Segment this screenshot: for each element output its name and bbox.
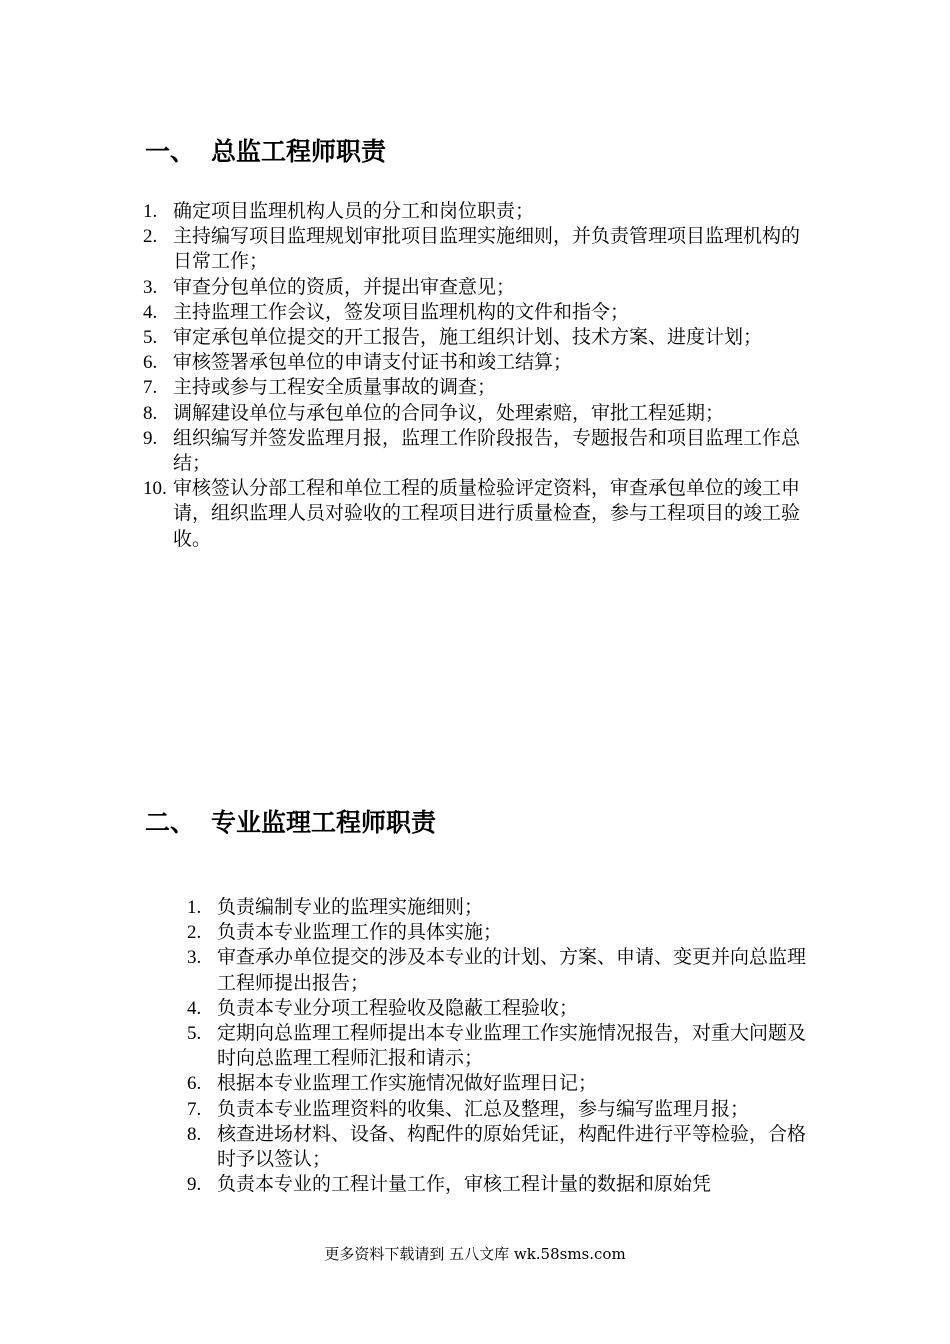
section-2-title: 专业监理工程师职责 bbox=[211, 808, 437, 837]
list-item bbox=[187, 996, 813, 1021]
list-item-number: 5. bbox=[187, 1023, 202, 1045]
list-item bbox=[143, 476, 813, 552]
list-item-number: 7. bbox=[187, 1098, 202, 1120]
section-1-heading bbox=[145, 137, 386, 167]
list-item-number: 1. bbox=[143, 201, 158, 222]
list-item-text: 负责编制专业的监理实施细则； bbox=[217, 896, 484, 918]
section-1-list bbox=[143, 199, 813, 552]
section-2-list bbox=[187, 895, 813, 1197]
list-item-text: 定期向总监理工程师提出本专业监理工作实施情况报告，对重大问题及时向总监理工程师汇报和请示； bbox=[217, 1022, 807, 1070]
list-item-number: 6. bbox=[143, 352, 158, 374]
list-item-number: 9. bbox=[187, 1174, 202, 1196]
list-item-text: 审定承包单位提交的开工报告，施工组织计划、技术方案、进度计划； bbox=[173, 326, 763, 349]
list-item-text: 主持监理工作会议，签发项目监理机构的文件和指令； bbox=[173, 300, 630, 323]
section-1-number: 一、 bbox=[145, 137, 196, 166]
list-item-number: 8. bbox=[187, 1123, 202, 1145]
list-item bbox=[187, 1122, 813, 1172]
list-item bbox=[187, 895, 813, 920]
list-item bbox=[143, 375, 813, 400]
list-item-number: 5. bbox=[143, 327, 158, 349]
section-2-heading bbox=[145, 808, 436, 838]
list-item-text: 审核签认分部工程和单位工程的质量检验评定资料，审查承包单位的竣工申请，组织监理人员对验收的工程项目进行质量检查，参与工程项目的竣工验收。 bbox=[173, 477, 801, 550]
list-item-number: 2. bbox=[187, 922, 202, 944]
list-item-text: 审核签署承包单位的申请支付证书和竣工结算； bbox=[173, 351, 573, 374]
list-item bbox=[187, 1172, 813, 1197]
list-item bbox=[143, 224, 813, 274]
list-item bbox=[187, 1097, 813, 1122]
list-item-text: 审查分包单位的资质，并提出审查意见； bbox=[173, 275, 516, 298]
list-item-text: 负责本专业监理资料的收集、汇总及整理，参与编写监理月报； bbox=[217, 1097, 750, 1120]
list-item-text: 负责本专业的工程计量工作，审核工程计量的数据和原始凭 bbox=[217, 1173, 712, 1196]
list-item bbox=[187, 1071, 813, 1096]
list-item-number: 4. bbox=[187, 997, 202, 1019]
list-item bbox=[143, 300, 813, 325]
list-item bbox=[187, 1021, 813, 1071]
section-1-title: 总监工程师职责 bbox=[211, 137, 387, 166]
list-item-text: 调解建设单位与承包单位的合同争议，处理索赔，审批工程延期； bbox=[173, 401, 725, 424]
list-item-text: 组织编写并签发监理月报，监理工作阶段报告，专题报告和项目监理工作总结； bbox=[173, 426, 801, 475]
list-item-text: 负责本专业分项工程验收及隐蔽工程验收； bbox=[217, 996, 579, 1019]
list-item bbox=[143, 401, 813, 426]
list-item-number: 4. bbox=[143, 301, 158, 323]
list-item-number: 3. bbox=[143, 276, 158, 298]
list-item-text: 审查承办单位提交的涉及本专业的计划、方案、申请、变更并向总监理工程师提出报告； bbox=[217, 946, 807, 994]
list-item bbox=[143, 275, 813, 300]
list-item bbox=[187, 920, 813, 945]
list-item-number: 8. bbox=[143, 402, 158, 424]
list-item bbox=[143, 350, 813, 375]
list-item-number: 3. bbox=[187, 947, 202, 969]
list-item-text: 根据本专业监理工作实施情况做好监理日记； bbox=[217, 1072, 598, 1095]
list-item-text: 确定项目监理机构人员的分工和岗位职责； bbox=[173, 200, 535, 222]
list-item-text: 主持编写项目监理规划审批项目监理实施细则，并负责管理项目监理机构的日常工作； bbox=[173, 225, 801, 273]
list-item bbox=[143, 426, 813, 476]
list-item-text: 负责本专业监理工作的具体实施； bbox=[217, 921, 503, 944]
footer-note: 更多资料下载请到 五八文库 wk.58sms.com bbox=[324, 1245, 626, 1263]
list-item-text: 主持或参与工程安全质量事故的调查； bbox=[173, 376, 497, 399]
list-item-number: 2. bbox=[143, 226, 158, 248]
list-item bbox=[143, 199, 813, 224]
list-item-number: 6. bbox=[187, 1073, 202, 1095]
list-item-text: 核查进场材料、设备、构配件的原始凭证，构配件进行平等检验，合格时予以签认； bbox=[217, 1122, 807, 1171]
list-item-number: 9. bbox=[143, 427, 158, 449]
list-item bbox=[143, 325, 813, 350]
list-item-number: 7. bbox=[143, 377, 158, 399]
list-item-number: 1. bbox=[187, 897, 202, 918]
list-item bbox=[187, 945, 813, 995]
list-item-number: 10. bbox=[143, 478, 167, 500]
section-2-number: 二、 bbox=[145, 808, 196, 837]
